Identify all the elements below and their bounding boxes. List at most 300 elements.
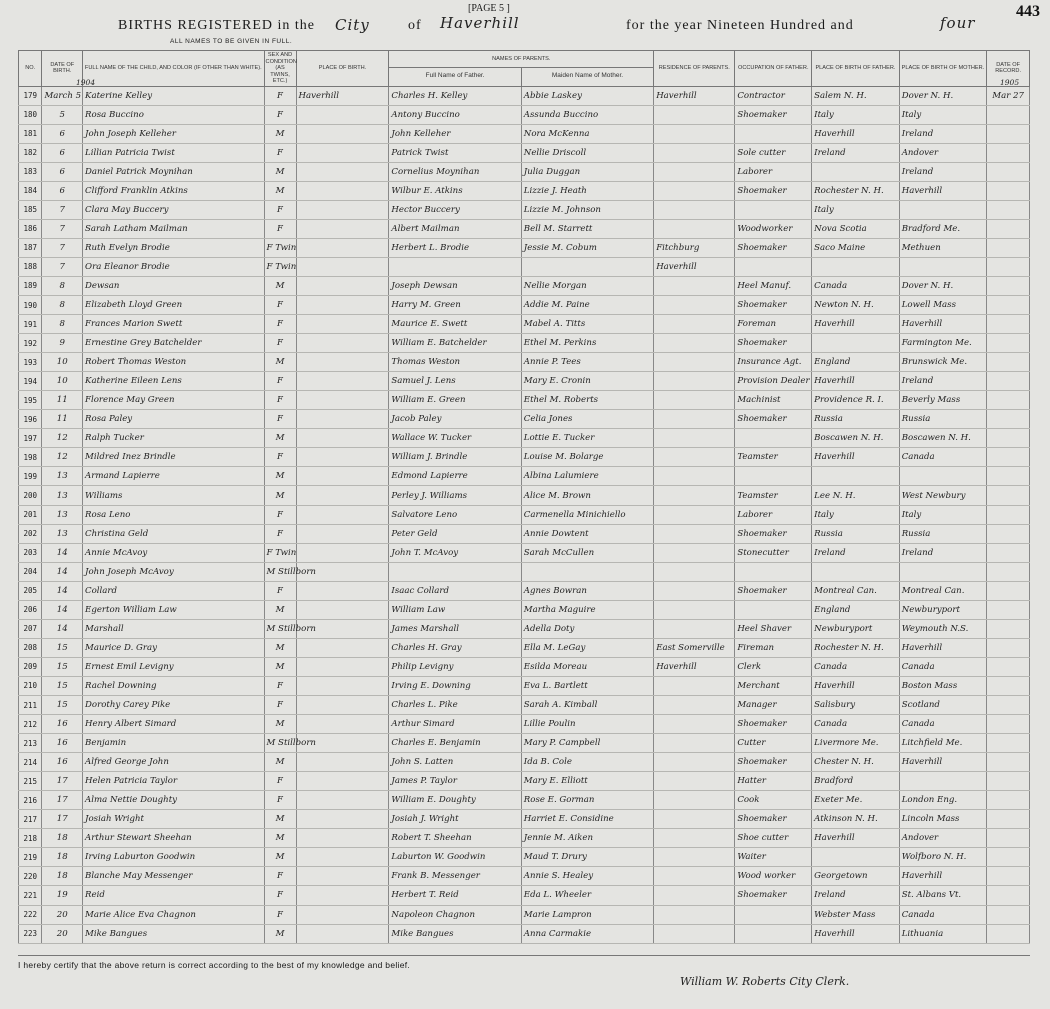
mother-birthplace-cell: Boston Mass bbox=[899, 676, 987, 695]
occupation-cell bbox=[735, 257, 812, 276]
occupation-cell: Merchant bbox=[735, 676, 812, 695]
table-row bbox=[19, 676, 1030, 695]
father-name-cell: Herbert T. Reid bbox=[389, 886, 521, 905]
father-birthplace-cell bbox=[812, 334, 900, 353]
father-birthplace-cell: Rochester N. H. bbox=[812, 638, 900, 657]
table-row bbox=[19, 753, 1030, 772]
father-name-cell: Salvatore Leno bbox=[389, 505, 521, 524]
place-of-birth-cell bbox=[296, 905, 389, 924]
table-row bbox=[19, 886, 1030, 905]
mother-birthplace-cell: Methuen bbox=[899, 238, 987, 257]
child-name-cell: Clara May Buccery bbox=[83, 200, 264, 219]
child-name-cell: Clifford Franklin Atkins bbox=[83, 181, 264, 200]
mother-birthplace-cell: Canada bbox=[899, 715, 987, 734]
residence-cell bbox=[654, 848, 735, 867]
birth-date-cell: 11 bbox=[42, 391, 83, 410]
birth-date-cell: 6 bbox=[42, 124, 83, 143]
father-birthplace-cell: Haverhill bbox=[812, 124, 900, 143]
mother-birthplace-cell: Lithuania bbox=[899, 924, 987, 943]
record-date-cell bbox=[987, 657, 1030, 676]
birth-date-cell: 15 bbox=[42, 657, 83, 676]
record-date-cell bbox=[987, 296, 1030, 315]
mother-name-cell: Lizzie J. Heath bbox=[521, 181, 653, 200]
father-name-cell: Napoleon Chagnon bbox=[389, 905, 521, 924]
child-name-cell: Armand Lapierre bbox=[83, 467, 264, 486]
row-number-cell: 200 bbox=[19, 486, 42, 505]
record-date-cell bbox=[987, 581, 1030, 600]
col-father-birthplace: PLACE OF BIRTH OF FATHER. bbox=[812, 51, 900, 87]
row-number-cell: 217 bbox=[19, 810, 42, 829]
mother-name-cell: Maud T. Drury bbox=[521, 848, 653, 867]
occupation-cell: Woodworker bbox=[735, 219, 812, 238]
sex-cell: M bbox=[264, 924, 296, 943]
col-father: Full Name of Father. bbox=[389, 67, 521, 86]
place-of-birth-cell bbox=[296, 810, 389, 829]
birth-date-cell: 8 bbox=[42, 276, 83, 295]
mother-birthplace-cell: Russia bbox=[899, 410, 987, 429]
place-of-birth-cell bbox=[296, 924, 389, 943]
table-row bbox=[19, 105, 1030, 124]
row-number-cell: 207 bbox=[19, 619, 42, 638]
birth-date-cell: 15 bbox=[42, 696, 83, 715]
birth-date-cell: 20 bbox=[42, 905, 83, 924]
row-number-cell: 198 bbox=[19, 448, 42, 467]
table-row bbox=[19, 562, 1030, 581]
record-date-cell bbox=[987, 848, 1030, 867]
table-row bbox=[19, 734, 1030, 753]
table-row bbox=[19, 657, 1030, 676]
birth-date-cell: 13 bbox=[42, 486, 83, 505]
mother-name-cell: Esilda Moreau bbox=[521, 657, 653, 676]
occupation-cell: Manager bbox=[735, 696, 812, 715]
father-birthplace-cell: Russia bbox=[812, 410, 900, 429]
record-date-cell bbox=[987, 638, 1030, 657]
birth-date-cell: 16 bbox=[42, 734, 83, 753]
father-birthplace-cell: Newton N. H. bbox=[812, 296, 900, 315]
occupation-cell: Shoemaker bbox=[735, 524, 812, 543]
table-row bbox=[19, 353, 1030, 372]
father-name-cell: Maurice E. Swett bbox=[389, 315, 521, 334]
mother-birthplace-cell bbox=[899, 257, 987, 276]
birth-date-cell: 6 bbox=[42, 181, 83, 200]
table-row bbox=[19, 791, 1030, 810]
father-name-cell: Jacob Paley bbox=[389, 410, 521, 429]
mother-birthplace-cell: Boscawen N. H. bbox=[899, 429, 987, 448]
record-date-cell bbox=[987, 105, 1030, 124]
sex-cell: F bbox=[264, 581, 296, 600]
sex-cell: M bbox=[264, 848, 296, 867]
record-date-cell bbox=[987, 467, 1030, 486]
father-name-cell: John Kelleher bbox=[389, 124, 521, 143]
place-of-birth-cell bbox=[296, 162, 389, 181]
col-sex: SEX AND CONDITION (AS TWINS, ETC.) bbox=[265, 52, 297, 84]
occupation-cell: Shoemaker bbox=[735, 238, 812, 257]
occupation-cell: Stonecutter bbox=[735, 543, 812, 562]
mother-birthplace-cell: Montreal Can. bbox=[899, 581, 987, 600]
occupation-cell: Laborer bbox=[735, 162, 812, 181]
residence-cell bbox=[654, 886, 735, 905]
sex-cell: M bbox=[264, 124, 296, 143]
place-of-birth-cell bbox=[296, 334, 389, 353]
place-of-birth-cell bbox=[296, 772, 389, 791]
table-row bbox=[19, 905, 1030, 924]
table-row bbox=[19, 638, 1030, 657]
father-birthplace-cell: England bbox=[812, 600, 900, 619]
row-number-cell: 212 bbox=[19, 715, 42, 734]
birth-date-cell: 5 bbox=[42, 105, 83, 124]
mother-name-cell: Mary P. Campbell bbox=[521, 734, 653, 753]
col-mother-birthplace: PLACE OF BIRTH OF MOTHER. bbox=[899, 51, 987, 87]
sex-cell: F bbox=[264, 886, 296, 905]
father-name-cell: Joseph Dewsan bbox=[389, 276, 521, 295]
sex-cell: F bbox=[264, 524, 296, 543]
sex-cell: M bbox=[264, 353, 296, 372]
father-name-cell: Herbert L. Brodie bbox=[389, 238, 521, 257]
father-birthplace-cell: Newburyport bbox=[812, 619, 900, 638]
father-name-cell: Wallace W. Tucker bbox=[389, 429, 521, 448]
father-birthplace-cell: Atkinson N. H. bbox=[812, 810, 900, 829]
footer-rule bbox=[18, 955, 1030, 956]
occupation-cell: Fireman bbox=[735, 638, 812, 657]
residence-cell bbox=[654, 753, 735, 772]
sex-cell: F bbox=[264, 372, 296, 391]
record-date-cell bbox=[987, 353, 1030, 372]
occupation-cell: Shoe cutter bbox=[735, 829, 812, 848]
birth-date-cell: 7 bbox=[42, 200, 83, 219]
place-of-birth-cell bbox=[296, 676, 389, 695]
place-of-birth-cell bbox=[296, 486, 389, 505]
birth-date-cell: 7 bbox=[42, 257, 83, 276]
occupation-cell: Heel Shaver bbox=[735, 619, 812, 638]
mother-name-cell: Julia Duggan bbox=[521, 162, 653, 181]
residence-cell bbox=[654, 524, 735, 543]
child-name-cell: Rosa Paley bbox=[83, 410, 264, 429]
mother-birthplace-cell: Lowell Mass bbox=[899, 296, 987, 315]
child-name-cell: Katerine Kelley bbox=[83, 86, 264, 105]
sex-cell: M bbox=[264, 162, 296, 181]
residence-cell bbox=[654, 715, 735, 734]
record-date-cell bbox=[987, 619, 1030, 638]
mother-name-cell bbox=[521, 257, 653, 276]
occupation-cell: Shoemaker bbox=[735, 886, 812, 905]
child-name-cell: Florence May Green bbox=[83, 391, 264, 410]
mother-birthplace-cell: Newburyport bbox=[899, 600, 987, 619]
page-label: [PAGE 5 ] bbox=[468, 3, 510, 14]
mother-birthplace-cell: Canada bbox=[899, 448, 987, 467]
mother-name-cell bbox=[521, 562, 653, 581]
table-row bbox=[19, 810, 1030, 829]
birth-date-cell: 10 bbox=[42, 353, 83, 372]
sex-cell: F bbox=[264, 86, 296, 105]
residence-cell bbox=[654, 124, 735, 143]
place-of-birth-cell bbox=[296, 429, 389, 448]
row-number-cell: 182 bbox=[19, 143, 42, 162]
mother-name-cell: Ella M. LeGay bbox=[521, 638, 653, 657]
father-birthplace-cell: Canada bbox=[812, 715, 900, 734]
row-number-cell: 223 bbox=[19, 924, 42, 943]
father-birthplace-cell: Ireland bbox=[812, 543, 900, 562]
row-number-cell: 199 bbox=[19, 467, 42, 486]
residence-cell bbox=[654, 181, 735, 200]
table-row bbox=[19, 924, 1030, 943]
birth-date-cell: 6 bbox=[42, 162, 83, 181]
residence-cell bbox=[654, 505, 735, 524]
sex-cell: F bbox=[264, 696, 296, 715]
table-row bbox=[19, 829, 1030, 848]
child-name-cell: Henry Albert Simard bbox=[83, 715, 264, 734]
child-name-cell: Robert Thomas Weston bbox=[83, 353, 264, 372]
sex-cell: F bbox=[264, 200, 296, 219]
occupation-cell: Shoemaker bbox=[735, 715, 812, 734]
sex-cell: F bbox=[264, 448, 296, 467]
sex-cell: M bbox=[264, 429, 296, 448]
birth-date-cell: 17 bbox=[42, 772, 83, 791]
sex-cell: F Twin bbox=[264, 238, 296, 257]
mother-name-cell: Mabel A. Titts bbox=[521, 315, 653, 334]
child-name-cell: John Joseph Kelleher bbox=[83, 124, 264, 143]
father-name-cell: Thomas Weston bbox=[389, 353, 521, 372]
occupation-cell: Hatter bbox=[735, 772, 812, 791]
father-birthplace-cell: Canada bbox=[812, 276, 900, 295]
child-name-cell: Alfred George John bbox=[83, 753, 264, 772]
mother-name-cell: Ethel M. Perkins bbox=[521, 334, 653, 353]
birth-date-cell: 8 bbox=[42, 296, 83, 315]
table-row bbox=[19, 505, 1030, 524]
birth-date-cell: 14 bbox=[42, 581, 83, 600]
occupation-cell: Teamster bbox=[735, 448, 812, 467]
mother-name-cell: Jennie M. Aiken bbox=[521, 829, 653, 848]
record-date-cell bbox=[987, 391, 1030, 410]
child-name-cell: Marshall bbox=[83, 619, 264, 638]
child-name-cell: Dorothy Carey Pike bbox=[83, 696, 264, 715]
row-number-cell: 181 bbox=[19, 124, 42, 143]
father-birthplace-cell: Livermore Me. bbox=[812, 734, 900, 753]
record-date-cell bbox=[987, 315, 1030, 334]
birth-date-cell: 13 bbox=[42, 467, 83, 486]
table-row bbox=[19, 181, 1030, 200]
birth-date-cell: 17 bbox=[42, 810, 83, 829]
residence-cell bbox=[654, 410, 735, 429]
row-number-cell: 209 bbox=[19, 657, 42, 676]
birth-date-cell: 15 bbox=[42, 638, 83, 657]
record-date-cell bbox=[987, 448, 1030, 467]
residence-cell bbox=[654, 867, 735, 886]
city-type: City bbox=[335, 16, 370, 34]
occupation-cell bbox=[735, 600, 812, 619]
record-date-cell bbox=[987, 429, 1030, 448]
father-name-cell: Charles H. Gray bbox=[389, 638, 521, 657]
child-name-cell: Josiah Wright bbox=[83, 810, 264, 829]
residence-cell bbox=[654, 905, 735, 924]
title-of: of bbox=[408, 18, 422, 33]
father-birthplace-cell: Saco Maine bbox=[812, 238, 900, 257]
mother-name-cell: Sarah A. Kimball bbox=[521, 696, 653, 715]
row-number-cell: 220 bbox=[19, 867, 42, 886]
place-of-birth-cell bbox=[296, 543, 389, 562]
place-of-birth-cell bbox=[296, 276, 389, 295]
table-row bbox=[19, 486, 1030, 505]
row-number-cell: 204 bbox=[19, 562, 42, 581]
occupation-cell bbox=[735, 429, 812, 448]
table-row bbox=[19, 238, 1030, 257]
father-birthplace-cell: Haverhill bbox=[812, 315, 900, 334]
child-name-cell: Rosa Leno bbox=[83, 505, 264, 524]
birth-date-cell: 10 bbox=[42, 372, 83, 391]
sex-cell: F bbox=[264, 772, 296, 791]
table-row bbox=[19, 276, 1030, 295]
mother-birthplace-cell bbox=[899, 772, 987, 791]
birth-date-cell: 16 bbox=[42, 753, 83, 772]
residence-cell bbox=[654, 334, 735, 353]
father-birthplace-cell bbox=[812, 257, 900, 276]
father-birthplace-cell: Salisbury bbox=[812, 696, 900, 715]
place-of-birth-cell bbox=[296, 181, 389, 200]
mother-birthplace-cell: St. Albans Vt. bbox=[899, 886, 987, 905]
occupation-cell bbox=[735, 200, 812, 219]
child-name-cell: Ruth Evelyn Brodie bbox=[83, 238, 264, 257]
birth-date-cell: 11 bbox=[42, 410, 83, 429]
place-of-birth-cell bbox=[296, 200, 389, 219]
birth-date-cell: 13 bbox=[42, 505, 83, 524]
occupation-cell: Shoemaker bbox=[735, 753, 812, 772]
father-name-cell: Mike Bangues bbox=[389, 924, 521, 943]
record-date-cell bbox=[987, 200, 1030, 219]
record-date-cell bbox=[987, 219, 1030, 238]
sex-cell: F bbox=[264, 791, 296, 810]
sex-cell: F bbox=[264, 905, 296, 924]
birth-date-cell: 20 bbox=[42, 924, 83, 943]
child-name-cell: Rosa Buccino bbox=[83, 105, 264, 124]
occupation-cell: Waiter bbox=[735, 848, 812, 867]
father-name-cell: William Law bbox=[389, 600, 521, 619]
residence-cell bbox=[654, 353, 735, 372]
sex-cell: F bbox=[264, 143, 296, 162]
father-name-cell: Wilbur E. Atkins bbox=[389, 181, 521, 200]
child-name-cell: Benjamin bbox=[83, 734, 264, 753]
row-number-cell: 190 bbox=[19, 296, 42, 315]
sex-cell: F bbox=[264, 410, 296, 429]
birth-date-cell: 16 bbox=[42, 715, 83, 734]
mother-name-cell: Marie Lampron bbox=[521, 905, 653, 924]
place-of-birth-cell bbox=[296, 867, 389, 886]
father-name-cell: Peter Geld bbox=[389, 524, 521, 543]
father-birthplace-cell: Italy bbox=[812, 105, 900, 124]
residence-cell bbox=[654, 600, 735, 619]
table-row bbox=[19, 162, 1030, 181]
mother-name-cell: Bell M. Starrett bbox=[521, 219, 653, 238]
row-number-cell: 208 bbox=[19, 638, 42, 657]
record-date-cell bbox=[987, 124, 1030, 143]
father-name-cell: Patrick Twist bbox=[389, 143, 521, 162]
father-birthplace-cell bbox=[812, 848, 900, 867]
record-date-cell bbox=[987, 734, 1030, 753]
mother-birthplace-cell: London Eng. bbox=[899, 791, 987, 810]
mother-birthplace-cell: West Newbury bbox=[899, 486, 987, 505]
year-prefix: for the year Nineteen Hundred and bbox=[626, 18, 854, 33]
residence-cell bbox=[654, 448, 735, 467]
father-name-cell: Charles H. Kelley bbox=[389, 86, 521, 105]
father-name-cell: Antony Buccino bbox=[389, 105, 521, 124]
occupation-cell bbox=[735, 562, 812, 581]
child-name-cell: Sarah Latham Mailman bbox=[83, 219, 264, 238]
sex-cell: M bbox=[264, 657, 296, 676]
mother-birthplace-cell bbox=[899, 200, 987, 219]
birth-date-cell: 18 bbox=[42, 829, 83, 848]
birth-date-cell: 7 bbox=[42, 219, 83, 238]
row-number-cell: 194 bbox=[19, 372, 42, 391]
residence-cell bbox=[654, 315, 735, 334]
child-name-cell: Lillian Patricia Twist bbox=[83, 143, 264, 162]
row-number-cell: 195 bbox=[19, 391, 42, 410]
row-number-cell: 216 bbox=[19, 791, 42, 810]
birth-date-cell: March 5 bbox=[42, 86, 83, 105]
child-name-cell: Egerton William Law bbox=[83, 600, 264, 619]
record-date-cell bbox=[987, 600, 1030, 619]
residence-cell bbox=[654, 219, 735, 238]
table-row bbox=[19, 524, 1030, 543]
residence-cell bbox=[654, 467, 735, 486]
record-date-cell bbox=[987, 810, 1030, 829]
father-name-cell: William E. Batchelder bbox=[389, 334, 521, 353]
mother-birthplace-cell: Wolfboro N. H. bbox=[899, 848, 987, 867]
residence-cell bbox=[654, 619, 735, 638]
birth-date-cell: 12 bbox=[42, 429, 83, 448]
mother-birthplace-cell: Haverhill bbox=[899, 753, 987, 772]
father-birthplace-cell: Webster Mass bbox=[812, 905, 900, 924]
child-name-cell: Dewsan bbox=[83, 276, 264, 295]
table-row bbox=[19, 86, 1030, 105]
child-name-cell: Ernestine Grey Batchelder bbox=[83, 334, 264, 353]
col-no: NO. bbox=[19, 51, 42, 87]
mother-name-cell: Assunda Buccino bbox=[521, 105, 653, 124]
sex-cell: F bbox=[264, 219, 296, 238]
father-birthplace-cell: Nova Scotia bbox=[812, 219, 900, 238]
mother-birthplace-cell: Weymouth N.S. bbox=[899, 619, 987, 638]
row-number-cell: 187 bbox=[19, 238, 42, 257]
birth-date-cell: 19 bbox=[42, 886, 83, 905]
birth-date-cell: 8 bbox=[42, 315, 83, 334]
row-number-cell: 203 bbox=[19, 543, 42, 562]
residence-cell bbox=[654, 429, 735, 448]
row-number-cell: 201 bbox=[19, 505, 42, 524]
register-title bbox=[0, 14, 1050, 40]
birth-date-cell: 14 bbox=[42, 619, 83, 638]
father-name-cell: John T. McAvoy bbox=[389, 543, 521, 562]
occupation-cell: Shoemaker bbox=[735, 581, 812, 600]
mother-name-cell: Nellie Driscoll bbox=[521, 143, 653, 162]
residence-cell bbox=[654, 734, 735, 753]
row-number-cell: 210 bbox=[19, 676, 42, 695]
col-occupation: OCCUPATION OF FATHER. bbox=[735, 51, 812, 87]
father-birthplace-cell: Russia bbox=[812, 524, 900, 543]
occupation-cell: Contractor bbox=[735, 86, 812, 105]
father-name-cell: Frank B. Messenger bbox=[389, 867, 521, 886]
year-word: four bbox=[940, 14, 976, 32]
father-name-cell: James Marshall bbox=[389, 619, 521, 638]
place-of-birth-cell bbox=[296, 696, 389, 715]
child-name-cell: Annie McAvoy bbox=[83, 543, 264, 562]
father-birthplace-cell: Haverhill bbox=[812, 372, 900, 391]
record-date-cell bbox=[987, 524, 1030, 543]
birth-date-cell: 18 bbox=[42, 848, 83, 867]
mother-birthplace-cell bbox=[899, 562, 987, 581]
mother-birthplace-cell: Scotland bbox=[899, 696, 987, 715]
birth-year-note: 1904 bbox=[76, 78, 96, 87]
mother-name-cell: Lizzie M. Johnson bbox=[521, 200, 653, 219]
mother-birthplace-cell: Dover N. H. bbox=[899, 276, 987, 295]
place-of-birth-cell bbox=[296, 410, 389, 429]
father-birthplace-cell: Montreal Can. bbox=[812, 581, 900, 600]
